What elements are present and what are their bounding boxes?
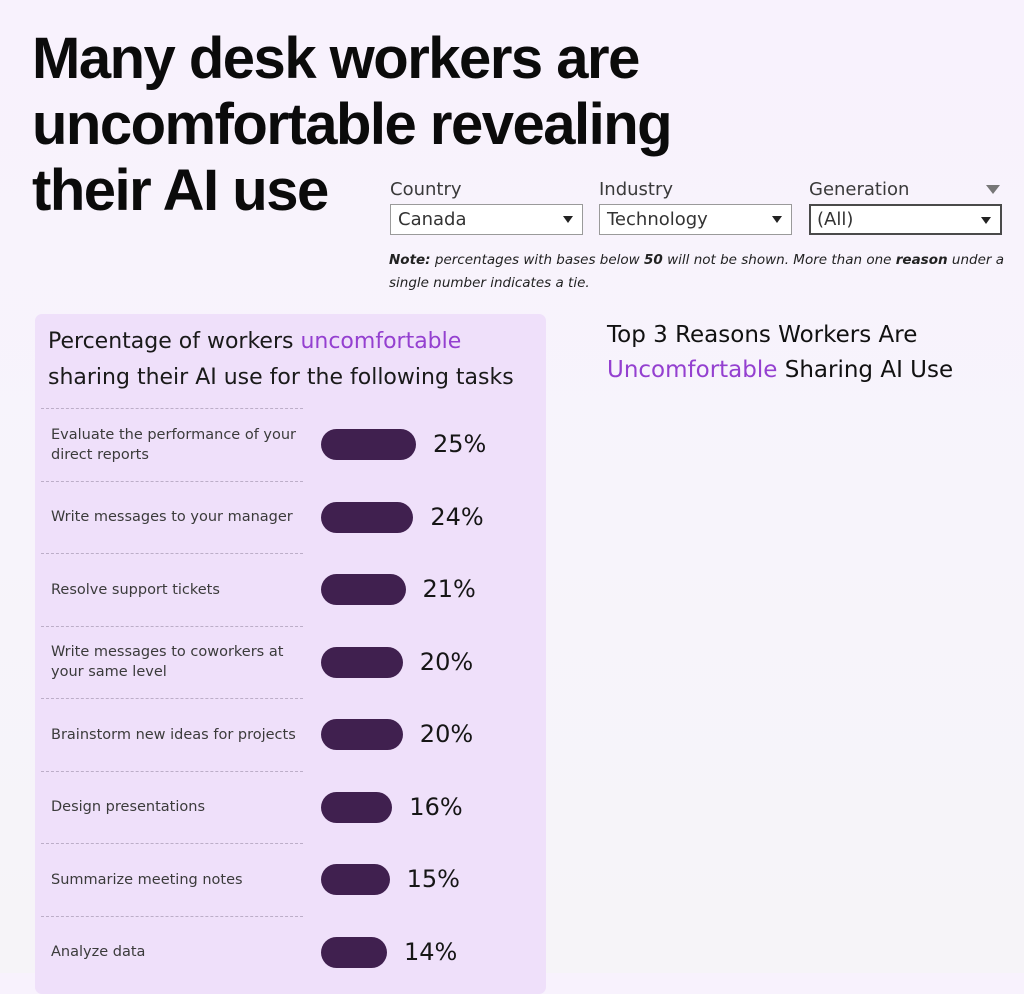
note-part: will not be shown. More than one bbox=[662, 252, 896, 268]
chart-title-part: sharing their AI use for the following tasks bbox=[48, 365, 514, 390]
country-filter-label: Country bbox=[390, 179, 462, 200]
category-label: Evaluate the performance of your direct reports bbox=[51, 426, 297, 463]
generation-filter-label: Generation bbox=[809, 179, 910, 200]
note-part: under a single number indicates a tie. bbox=[389, 252, 1005, 291]
value-label: 20% bbox=[419, 720, 474, 748]
bar[interactable] bbox=[321, 719, 403, 750]
table-row bbox=[41, 698, 474, 771]
chart-title-accent: uncomfortable bbox=[300, 329, 462, 354]
bar[interactable] bbox=[321, 937, 387, 968]
bar[interactable] bbox=[321, 647, 403, 678]
generation-select-value: (All) bbox=[817, 209, 854, 230]
category-label: Summarize meeting notes bbox=[51, 871, 243, 888]
industry-filter-label: Industry bbox=[599, 179, 674, 200]
value-label: 15% bbox=[406, 865, 460, 893]
category-label: Resolve support tickets bbox=[51, 581, 220, 598]
reasons-title-part: Top 3 Reasons Workers Are bbox=[607, 322, 918, 348]
country-select[interactable] bbox=[390, 204, 583, 235]
value-label: 20% bbox=[419, 647, 474, 676]
table-row bbox=[41, 408, 487, 481]
table-row bbox=[41, 771, 463, 844]
value-label: 25% bbox=[433, 430, 487, 458]
note-threshold: 50 bbox=[644, 252, 663, 268]
bar[interactable] bbox=[321, 502, 413, 533]
chart-title bbox=[48, 324, 543, 396]
value-label: 24% bbox=[430, 502, 484, 531]
industry-select[interactable] bbox=[599, 204, 792, 235]
table-row bbox=[41, 916, 458, 989]
note-prefix: Note: bbox=[389, 252, 431, 268]
generation-filter bbox=[809, 178, 1002, 235]
category-label: Brainstorm new ideas for projects bbox=[51, 726, 296, 743]
note-part: percentages with bases below bbox=[430, 252, 645, 268]
chevron-down-icon bbox=[772, 216, 782, 223]
value-label: 16% bbox=[409, 792, 463, 821]
country-select-value: Canada bbox=[398, 209, 467, 230]
reasons-title bbox=[607, 318, 1007, 388]
reasons-title-accent: Uncomfortable bbox=[607, 357, 778, 383]
category-label: Design presentations bbox=[51, 799, 206, 816]
generation-select[interactable] bbox=[809, 204, 1002, 235]
reasons-title-part: Sharing AI Use bbox=[777, 357, 954, 383]
table-row bbox=[41, 481, 484, 554]
note-keyword: reason bbox=[895, 252, 948, 268]
filter-menu-icon[interactable] bbox=[986, 185, 1000, 194]
chart-title-part: Percentage of workers bbox=[48, 329, 301, 354]
chevron-down-icon bbox=[563, 216, 573, 223]
table-row bbox=[41, 553, 476, 626]
note-text bbox=[389, 249, 1004, 295]
bar[interactable] bbox=[321, 574, 406, 605]
bar[interactable] bbox=[321, 792, 392, 823]
table-row bbox=[41, 843, 460, 916]
chart-rows bbox=[41, 408, 546, 988]
table-row bbox=[41, 626, 474, 699]
category-label: Analyze data bbox=[51, 944, 146, 961]
category-label: Write messages to your manager bbox=[51, 509, 293, 526]
chevron-down-icon bbox=[981, 217, 991, 224]
industry-select-value: Technology bbox=[607, 209, 708, 230]
page-title: Many desk workers are uncomfortable revealing their AI use bbox=[32, 26, 672, 223]
value-label: 21% bbox=[422, 575, 476, 603]
category-label: Write messages to coworkers at your same level bbox=[51, 644, 284, 681]
tasks-chart-panel bbox=[35, 314, 546, 994]
value-label: 14% bbox=[404, 937, 458, 966]
country-filter bbox=[390, 178, 583, 235]
bar[interactable] bbox=[321, 864, 390, 895]
bar[interactable] bbox=[321, 429, 416, 460]
industry-filter bbox=[599, 178, 792, 235]
